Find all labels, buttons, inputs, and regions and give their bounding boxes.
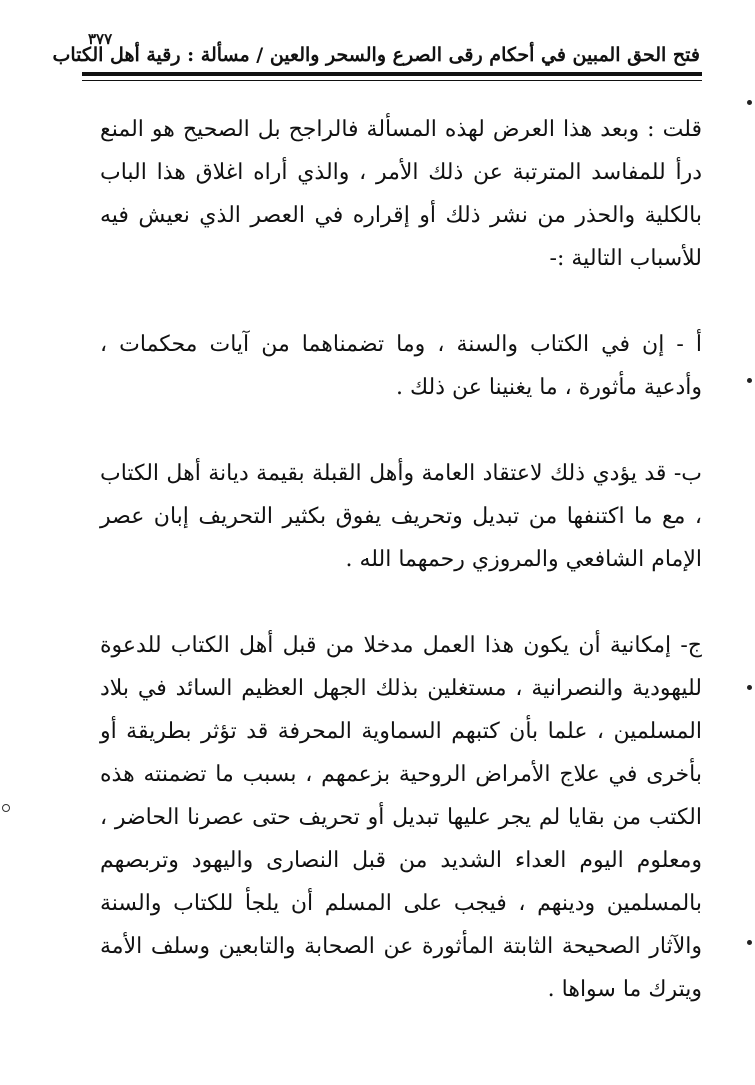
paragraph-reason-a: أ - إن في الكتاب والسنة ، وما تضمناهما من آيات محكمات ، وأدعية مأثورة ، ما يغنينا عن ذلك . (100, 332, 702, 400)
page-header (52, 28, 700, 72)
paragraph-reason-c: ج- إمكانية أن يكون هذا العمل مدخلا من قبل أهل الكتاب للدعوة لليهودية والنصرانية ، مستغلين بذلك الجهل العظيم السائد في بلاد المسلمين ، علما بأن كتبهم السماوية المحرفة قد تؤثر بطريقة أو بأخرى في علاج الأمراض الروحية بزعمهم ، بسبب ما تضمنته هذه الكتب من بقايا لم يجر عليها تبديل أو تحريف حتى عصرنا الحاضر ، ومعلوم اليوم العداء الشديد من قبل النصارى واليهود وتربصهم بالمسلمين ودينهم ، فيجب على المسلم أن يلجأ للكتاب والسنة والآثار الصحيحة الثابتة المأثورة عن الصحابة والتابعين وسلف الأمة ويترك ما سواها . (100, 633, 702, 1002)
margin-dot (747, 940, 752, 945)
paragraph-reason-b: ب- قد يؤدي ذلك لاعتقاد العامة وأهل القبلة بقيمة ديانة أهل الكتاب ، مع ما اكتنفها من تبديل وتحريف يفوق بكثير التحريف إبان عصر الإمام الشافعي والمروزي رحمهما الله . (100, 461, 702, 572)
margin-dot (747, 378, 752, 383)
header-rule-thick (82, 72, 702, 76)
paragraph-intro: قلت : وبعد هذا العرض لهذه المسألة فالراجح بل الصحيح هو المنع درأ للمفاسد المترتبة عن ذلك الأمر ، والذي أراه اغلاق هذا الباب بالكلية والحذر من نشر ذلك أو إقراره في العصر الذي نعيش فيه للأسباب التالية :- (100, 117, 702, 271)
body-text (100, 108, 702, 1011)
margin-dot (747, 100, 752, 105)
margin-dot (747, 685, 752, 690)
running-title: فتح الحق المبين في أحكام رقى الصرع والسحر والعين / مسألة : رقية أهل الكتاب (52, 44, 700, 66)
margin-ring (2, 804, 10, 812)
page-number: ٣٧٧ (88, 30, 113, 48)
header-rule-thin (82, 80, 702, 81)
